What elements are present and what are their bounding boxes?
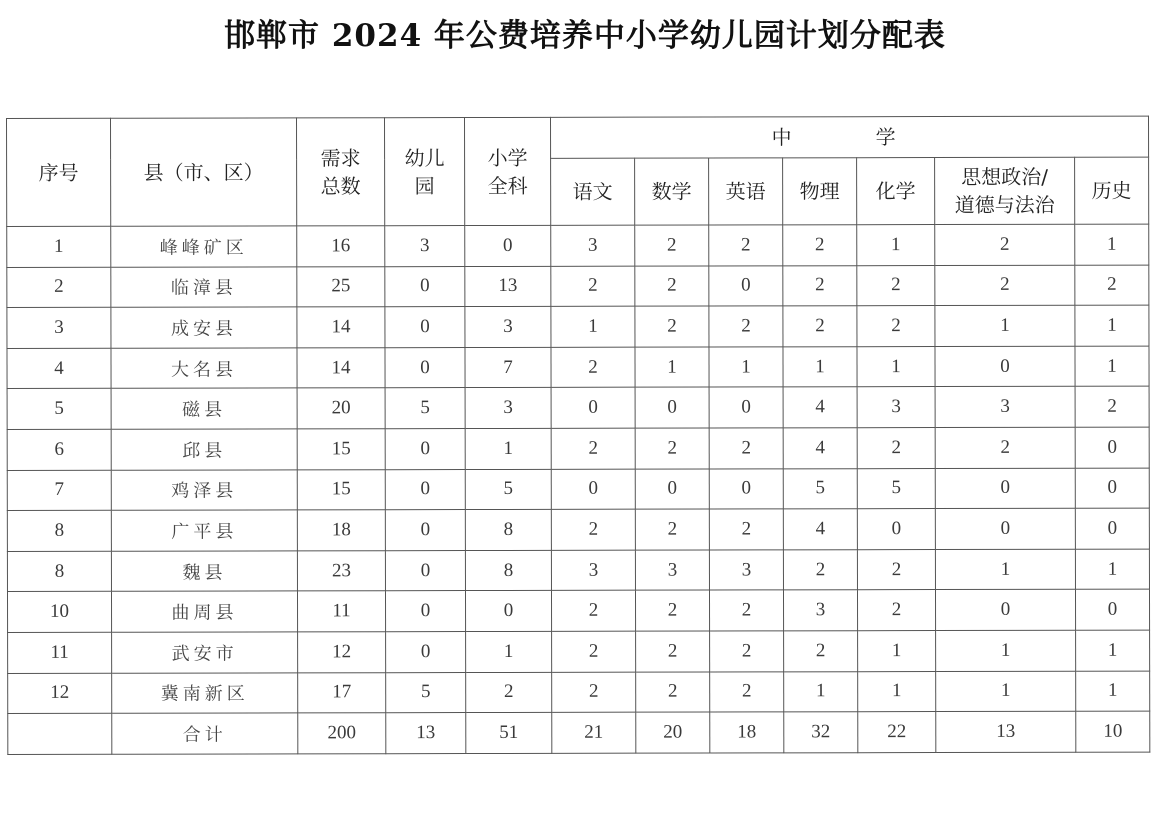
header-row-top xyxy=(7,116,1149,159)
cell-politics: 1 xyxy=(936,630,1076,671)
cell-physics: 5 xyxy=(783,468,857,509)
cell-politics: 0 xyxy=(935,508,1075,549)
cell-seq: 8 xyxy=(7,510,111,551)
cell-county: 鸡泽县 xyxy=(111,469,297,510)
cell-chemistry: 2 xyxy=(857,549,935,590)
cell-politics: 1 xyxy=(935,305,1075,346)
cell-primary: 5 xyxy=(465,469,551,510)
cell-politics: 1 xyxy=(935,549,1075,590)
cell-primary: 51 xyxy=(466,712,552,753)
cell-seq xyxy=(8,713,112,754)
cell-county: 大名县 xyxy=(111,348,297,389)
cell-chemistry: 1 xyxy=(857,346,935,387)
cell-math: 3 xyxy=(635,550,709,591)
cell-county: 临漳县 xyxy=(111,266,297,307)
cell-math: 2 xyxy=(636,672,710,713)
cell-english: 2 xyxy=(709,590,783,631)
header-math: 数学 xyxy=(635,158,709,225)
header-english: 英语 xyxy=(709,158,783,225)
cell-seq: 7 xyxy=(7,470,111,511)
cell-primary: 0 xyxy=(465,591,551,632)
table-row xyxy=(7,224,1149,267)
table-row xyxy=(8,630,1150,673)
header-chemistry: 化学 xyxy=(857,158,935,225)
document-title: 邯郸市 2024 年公费培养中小学幼儿园计划分配表 xyxy=(224,18,946,54)
cell-total: 200 xyxy=(298,713,386,754)
cell-math: 2 xyxy=(635,266,709,307)
cell-english: 1 xyxy=(709,347,783,388)
cell-primary: 1 xyxy=(466,631,552,672)
cell-physics: 2 xyxy=(783,265,857,306)
cell-chinese: 2 xyxy=(552,631,636,672)
cell-math: 2 xyxy=(635,590,709,631)
table-row xyxy=(7,427,1149,470)
cell-history: 0 xyxy=(1075,589,1149,630)
cell-physics: 2 xyxy=(783,225,857,266)
cell-history: 0 xyxy=(1075,508,1149,549)
cell-chinese: 2 xyxy=(551,347,635,388)
cell-seq: 11 xyxy=(8,632,112,673)
cell-politics: 13 xyxy=(936,711,1076,752)
cell-chemistry: 22 xyxy=(858,712,936,753)
cell-total: 18 xyxy=(297,510,385,551)
cell-county: 成安县 xyxy=(111,307,297,348)
header-history: 历史 xyxy=(1075,157,1149,224)
cell-history: 1 xyxy=(1075,305,1149,346)
cell-chinese: 0 xyxy=(551,469,635,510)
cell-chemistry: 2 xyxy=(857,265,935,306)
cell-chemistry: 0 xyxy=(857,509,935,550)
cell-county: 峰峰矿区 xyxy=(111,226,297,267)
header-physics: 物理 xyxy=(783,158,857,225)
header-primary-line2: 全科 xyxy=(487,173,528,198)
cell-kindergarten: 5 xyxy=(385,388,465,429)
cell-physics: 2 xyxy=(783,306,857,347)
cell-seq: 5 xyxy=(7,389,111,430)
cell-history: 2 xyxy=(1075,265,1149,306)
cell-county: 冀南新区 xyxy=(112,672,298,713)
allocation-table xyxy=(6,116,1150,755)
cell-english: 18 xyxy=(710,712,784,753)
cell-kindergarten: 13 xyxy=(386,713,466,754)
cell-total: 12 xyxy=(298,632,386,673)
table-row xyxy=(7,265,1149,308)
cell-history: 1 xyxy=(1075,549,1149,590)
cell-history: 0 xyxy=(1075,468,1149,509)
cell-math: 2 xyxy=(636,631,710,672)
cell-physics: 3 xyxy=(783,590,857,631)
cell-kindergarten: 0 xyxy=(385,550,465,591)
cell-kindergarten: 0 xyxy=(386,631,466,672)
header-primary xyxy=(465,117,551,225)
cell-primary: 7 xyxy=(465,347,551,388)
cell-primary: 0 xyxy=(465,225,551,266)
cell-seq: 4 xyxy=(7,348,111,389)
cell-english: 2 xyxy=(710,631,784,672)
cell-total: 15 xyxy=(297,469,385,510)
cell-math: 1 xyxy=(635,347,709,388)
table-row xyxy=(7,508,1149,551)
cell-math: 0 xyxy=(635,387,709,428)
cell-politics: 0 xyxy=(935,346,1075,387)
header-total-line2: 总数 xyxy=(320,173,361,198)
cell-chinese: 2 xyxy=(551,509,635,550)
cell-total: 15 xyxy=(297,429,385,470)
cell-chemistry: 2 xyxy=(857,590,935,631)
cell-physics: 4 xyxy=(783,387,857,428)
cell-politics: 1 xyxy=(936,671,1076,712)
table-row xyxy=(7,386,1149,429)
cell-county: 曲周县 xyxy=(111,591,297,632)
cell-math: 2 xyxy=(635,428,709,469)
table-row xyxy=(7,346,1149,389)
cell-primary: 3 xyxy=(465,388,551,429)
cell-primary: 8 xyxy=(465,510,551,551)
cell-math: 2 xyxy=(635,225,709,266)
cell-seq: 2 xyxy=(7,267,111,308)
cell-seq: 12 xyxy=(8,673,112,714)
cell-english: 0 xyxy=(709,468,783,509)
cell-english: 2 xyxy=(709,509,783,550)
cell-chinese: 2 xyxy=(552,672,636,713)
cell-physics: 4 xyxy=(783,509,857,550)
cell-chemistry: 2 xyxy=(857,306,935,347)
table-row xyxy=(8,671,1150,714)
cell-total: 14 xyxy=(297,347,385,388)
cell-history: 1 xyxy=(1075,224,1149,265)
cell-math: 20 xyxy=(636,712,710,753)
cell-seq: 1 xyxy=(7,226,111,267)
header-middle-school: 中 学 xyxy=(550,116,1148,158)
cell-politics: 0 xyxy=(935,590,1075,631)
cell-chinese: 1 xyxy=(551,306,635,347)
cell-primary: 2 xyxy=(466,672,552,713)
cell-chinese: 2 xyxy=(551,591,635,632)
cell-total: 11 xyxy=(297,591,385,632)
cell-history: 1 xyxy=(1075,346,1149,387)
table-row xyxy=(7,305,1149,348)
cell-politics: 2 xyxy=(935,224,1075,265)
cell-county: 邱县 xyxy=(111,429,297,470)
cell-county: 磁县 xyxy=(111,388,297,429)
header-county: 县（市、区） xyxy=(111,118,297,226)
header-kindergarten xyxy=(385,118,465,226)
cell-total: 17 xyxy=(298,672,386,713)
total-row xyxy=(8,711,1150,754)
header-primary-line1: 小学 xyxy=(487,145,528,170)
cell-english: 0 xyxy=(709,387,783,428)
cell-primary: 8 xyxy=(465,550,551,591)
header-total-line1: 需求 xyxy=(320,145,361,170)
cell-kindergarten: 0 xyxy=(385,307,465,348)
cell-chinese: 2 xyxy=(551,428,635,469)
cell-history: 1 xyxy=(1076,630,1150,671)
cell-county: 魏县 xyxy=(111,551,297,592)
cell-history: 2 xyxy=(1075,386,1149,427)
cell-chemistry: 2 xyxy=(857,428,935,469)
cell-chemistry: 5 xyxy=(857,468,935,509)
cell-county: 武安市 xyxy=(112,632,298,673)
cell-math: 2 xyxy=(635,306,709,347)
cell-kindergarten: 0 xyxy=(385,591,465,632)
cell-english: 3 xyxy=(709,550,783,591)
cell-politics: 2 xyxy=(935,265,1075,306)
table-row xyxy=(7,549,1149,592)
cell-seq: 8 xyxy=(7,551,111,592)
header-chinese: 语文 xyxy=(551,158,635,225)
cell-kindergarten: 3 xyxy=(385,226,465,267)
cell-kindergarten: 5 xyxy=(386,672,466,713)
cell-math: 0 xyxy=(635,469,709,510)
cell-total: 23 xyxy=(297,550,385,591)
table-row xyxy=(7,589,1149,632)
cell-total: 25 xyxy=(297,266,385,307)
cell-english: 2 xyxy=(709,225,783,266)
table-body xyxy=(7,224,1150,754)
cell-chemistry: 1 xyxy=(858,671,936,712)
cell-kindergarten: 0 xyxy=(385,469,465,510)
cell-primary: 1 xyxy=(465,428,551,469)
cell-physics: 2 xyxy=(784,631,858,672)
cell-chemistry: 1 xyxy=(857,225,935,266)
cell-county: 合计 xyxy=(112,713,298,754)
header-politics xyxy=(935,157,1075,224)
header-politics-line2: 道德与法治 xyxy=(954,192,1055,218)
cell-math: 2 xyxy=(635,509,709,550)
cell-chinese: 3 xyxy=(551,225,635,266)
cell-english: 2 xyxy=(709,428,783,469)
header-kindergarten-line2: 园 xyxy=(414,173,435,198)
cell-chemistry: 3 xyxy=(857,387,935,428)
cell-total: 16 xyxy=(297,226,385,267)
cell-county: 广平县 xyxy=(111,510,297,551)
header-kindergarten-line1: 幼儿 xyxy=(404,145,445,170)
cell-english: 2 xyxy=(709,306,783,347)
cell-kindergarten: 0 xyxy=(385,347,465,388)
table-row xyxy=(7,468,1149,511)
cell-politics: 2 xyxy=(935,427,1075,468)
header-total xyxy=(297,118,385,226)
cell-politics: 3 xyxy=(935,387,1075,428)
cell-kindergarten: 0 xyxy=(385,429,465,470)
cell-physics: 32 xyxy=(784,712,858,753)
cell-chinese: 2 xyxy=(551,266,635,307)
cell-total: 14 xyxy=(297,307,385,348)
cell-total: 20 xyxy=(297,388,385,429)
cell-seq: 3 xyxy=(7,307,111,348)
cell-seq: 6 xyxy=(7,429,111,470)
cell-kindergarten: 0 xyxy=(385,510,465,551)
cell-history: 0 xyxy=(1075,427,1149,468)
cell-seq: 10 xyxy=(7,592,111,633)
cell-physics: 2 xyxy=(783,549,857,590)
header-seq: 序号 xyxy=(7,118,111,226)
cell-primary: 3 xyxy=(465,307,551,348)
cell-chinese: 3 xyxy=(551,550,635,591)
cell-physics: 1 xyxy=(783,346,857,387)
header-politics-line1: 思想政治/ xyxy=(961,164,1049,189)
cell-chinese: 0 xyxy=(551,388,635,429)
cell-chinese: 21 xyxy=(552,712,636,753)
cell-english: 0 xyxy=(709,265,783,306)
cell-physics: 1 xyxy=(784,671,858,712)
cell-history: 1 xyxy=(1076,671,1150,712)
cell-kindergarten: 0 xyxy=(385,266,465,307)
cell-chemistry: 1 xyxy=(858,630,936,671)
cell-history: 10 xyxy=(1076,711,1150,752)
cell-english: 2 xyxy=(710,671,784,712)
cell-physics: 4 xyxy=(783,428,857,469)
cell-politics: 0 xyxy=(935,468,1075,509)
cell-primary: 13 xyxy=(465,266,551,307)
